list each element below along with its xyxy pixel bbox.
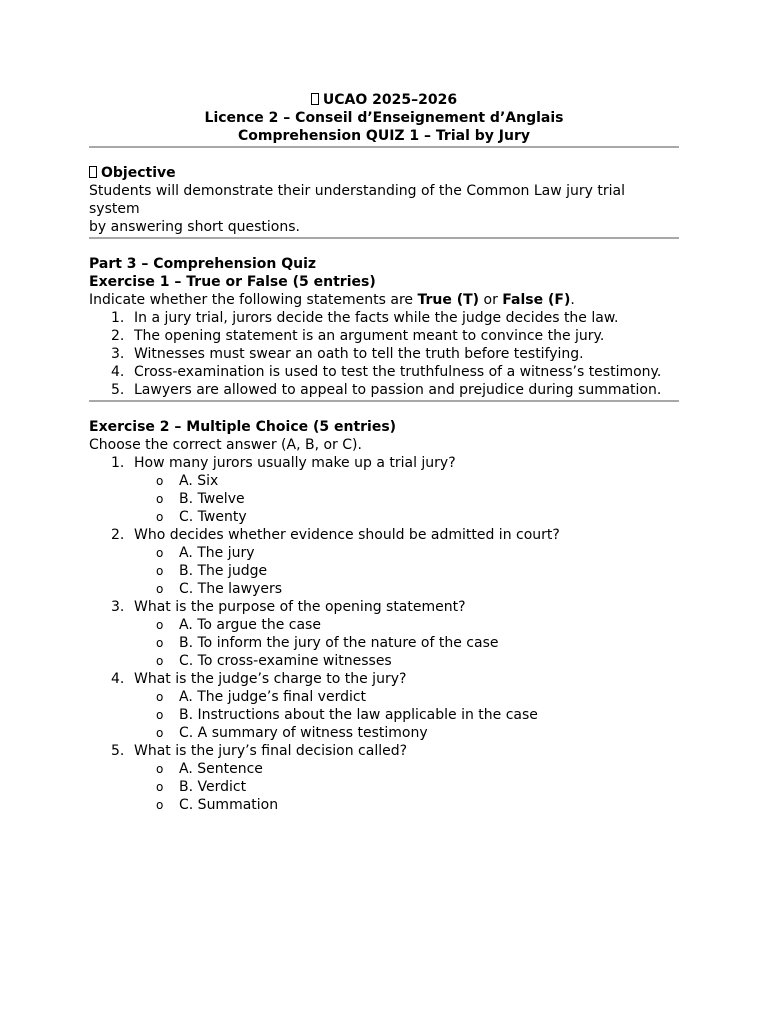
bullet-icon: o xyxy=(156,654,164,668)
option-item xyxy=(89,634,679,652)
item-text: The opening statement is an argument meant to convince the jury. xyxy=(134,328,605,344)
question-text: What is the purpose of the opening statement? xyxy=(134,599,466,615)
option-item xyxy=(89,544,679,562)
exercise2-list xyxy=(89,454,679,814)
exercise2-instruction: Choose the correct answer (A, B, or C). xyxy=(89,437,362,453)
option-item xyxy=(89,706,679,724)
question-text: What is the judge’s charge to the jury? xyxy=(134,671,407,687)
question-text: What is the jury’s final decision called? xyxy=(134,743,408,759)
option-text: C. To cross-examine witnesses xyxy=(179,653,392,669)
bullet-icon: o xyxy=(156,564,164,578)
option-text: B. The judge xyxy=(179,563,268,579)
bullet-icon: o xyxy=(156,762,164,776)
option-item xyxy=(89,508,679,526)
item-text: Witnesses must swear an oath to tell the truth before testifying. xyxy=(134,346,584,362)
option-item xyxy=(89,562,679,580)
item-text: Lawyers are allowed to appeal to passion and prejudice during summation. xyxy=(134,382,662,398)
question-item xyxy=(89,670,679,742)
options-list xyxy=(134,760,679,814)
box-glyph-icon xyxy=(89,166,97,178)
item-number: 5. xyxy=(111,382,125,398)
item-number: 2. xyxy=(111,328,125,344)
instruction-text: Indicate whether the following statements are xyxy=(89,292,418,308)
header-title: UCAO 2025–2026 xyxy=(322,92,458,108)
question-text: How many jurors usually make up a trial jury? xyxy=(134,455,456,471)
option-text: C. Summation xyxy=(179,797,279,813)
question-item xyxy=(89,454,679,526)
option-text: B. To inform the jury of the nature of the case xyxy=(179,635,499,651)
bullet-icon: o xyxy=(156,798,164,812)
option-text: A. Six xyxy=(179,473,219,489)
option-item xyxy=(89,652,679,670)
option-item xyxy=(89,688,679,706)
option-text: A. To argue the case xyxy=(179,617,321,633)
box-glyph-icon xyxy=(311,93,319,105)
bullet-icon: o xyxy=(156,510,164,524)
list-item xyxy=(89,309,679,327)
item-number: 1. xyxy=(111,310,125,326)
option-item xyxy=(89,580,679,598)
instruction-text: or xyxy=(479,292,503,308)
option-text: C. Twenty xyxy=(179,509,247,525)
objective-heading-line xyxy=(89,164,679,182)
objective-text-line-1: Students will demonstrate their understanding of the Common Law jury trial system xyxy=(89,183,625,217)
bullet-icon: o xyxy=(156,780,164,794)
exercise2-heading: Exercise 2 – Multiple Choice (5 entries) xyxy=(89,419,397,435)
exercise1-section xyxy=(89,273,679,399)
option-text: C. A summary of witness testimony xyxy=(179,725,428,741)
item-text: In a jury trial, jurors decide the facts while the judge decides the law. xyxy=(134,310,619,326)
list-item xyxy=(89,345,679,363)
true-label: True (T) xyxy=(417,292,480,308)
bullet-icon: o xyxy=(156,474,164,488)
list-item xyxy=(89,381,679,399)
question-number: 3. xyxy=(111,599,125,615)
bullet-icon: o xyxy=(156,492,164,506)
question-item xyxy=(89,742,679,814)
option-item xyxy=(89,490,679,508)
objective-section xyxy=(89,164,679,236)
options-list xyxy=(134,616,679,670)
false-label: False (F) xyxy=(502,292,571,308)
objective-heading: Objective xyxy=(101,165,176,181)
item-number: 4. xyxy=(111,364,125,380)
options-list xyxy=(134,688,679,742)
bullet-icon: o xyxy=(156,708,164,722)
option-text: B. Instructions about the law applicable in the case xyxy=(179,707,538,723)
bullet-icon: o xyxy=(156,582,164,596)
header-subtitle: Licence 2 – Conseil d’Enseignement d’Anglais xyxy=(204,110,564,126)
option-text: C. The lawyers xyxy=(179,581,283,597)
option-item xyxy=(89,724,679,742)
list-item xyxy=(89,327,679,345)
option-text: B. Twelve xyxy=(179,491,245,507)
bullet-icon: o xyxy=(156,618,164,632)
item-text: Cross-examination is used to test the truthfulness of a witness’s testimony. xyxy=(134,364,662,380)
bullet-icon: o xyxy=(156,636,164,650)
question-text: Who decides whether evidence should be admitted in court? xyxy=(134,527,560,543)
bullet-icon: o xyxy=(156,546,164,560)
list-item xyxy=(89,363,679,381)
option-text: A. The judge’s final verdict xyxy=(179,689,367,705)
item-number: 3. xyxy=(111,346,125,362)
options-list xyxy=(134,472,679,526)
option-item xyxy=(89,796,679,814)
question-number: 5. xyxy=(111,743,125,759)
part3-heading: Part 3 – Comprehension Quiz xyxy=(89,256,317,272)
question-number: 1. xyxy=(111,455,125,471)
question-number: 2. xyxy=(111,527,125,543)
option-text: A. The jury xyxy=(179,545,255,561)
option-item xyxy=(89,616,679,634)
instruction-text: . xyxy=(570,292,575,308)
option-item xyxy=(89,760,679,778)
options-list xyxy=(134,544,679,598)
quiz-title: Comprehension QUIZ 1 – Trial by Jury xyxy=(238,128,530,144)
option-item xyxy=(89,778,679,796)
bullet-icon: o xyxy=(156,726,164,740)
option-text: A. Sentence xyxy=(179,761,263,777)
question-item xyxy=(89,526,679,598)
objective-text-line-2: by answering short questions. xyxy=(89,219,300,235)
bullet-icon: o xyxy=(156,690,164,704)
question-number: 4. xyxy=(111,671,125,687)
question-item xyxy=(89,598,679,670)
exercise1-instruction xyxy=(89,291,679,309)
option-item xyxy=(89,472,679,490)
document-header xyxy=(89,91,679,145)
exercise1-list xyxy=(89,309,679,399)
header-title-line xyxy=(89,91,679,109)
option-text: B. Verdict xyxy=(179,779,247,795)
exercise2-section xyxy=(89,418,679,814)
exercise1-heading: Exercise 1 – True or False (5 entries) xyxy=(89,274,376,290)
